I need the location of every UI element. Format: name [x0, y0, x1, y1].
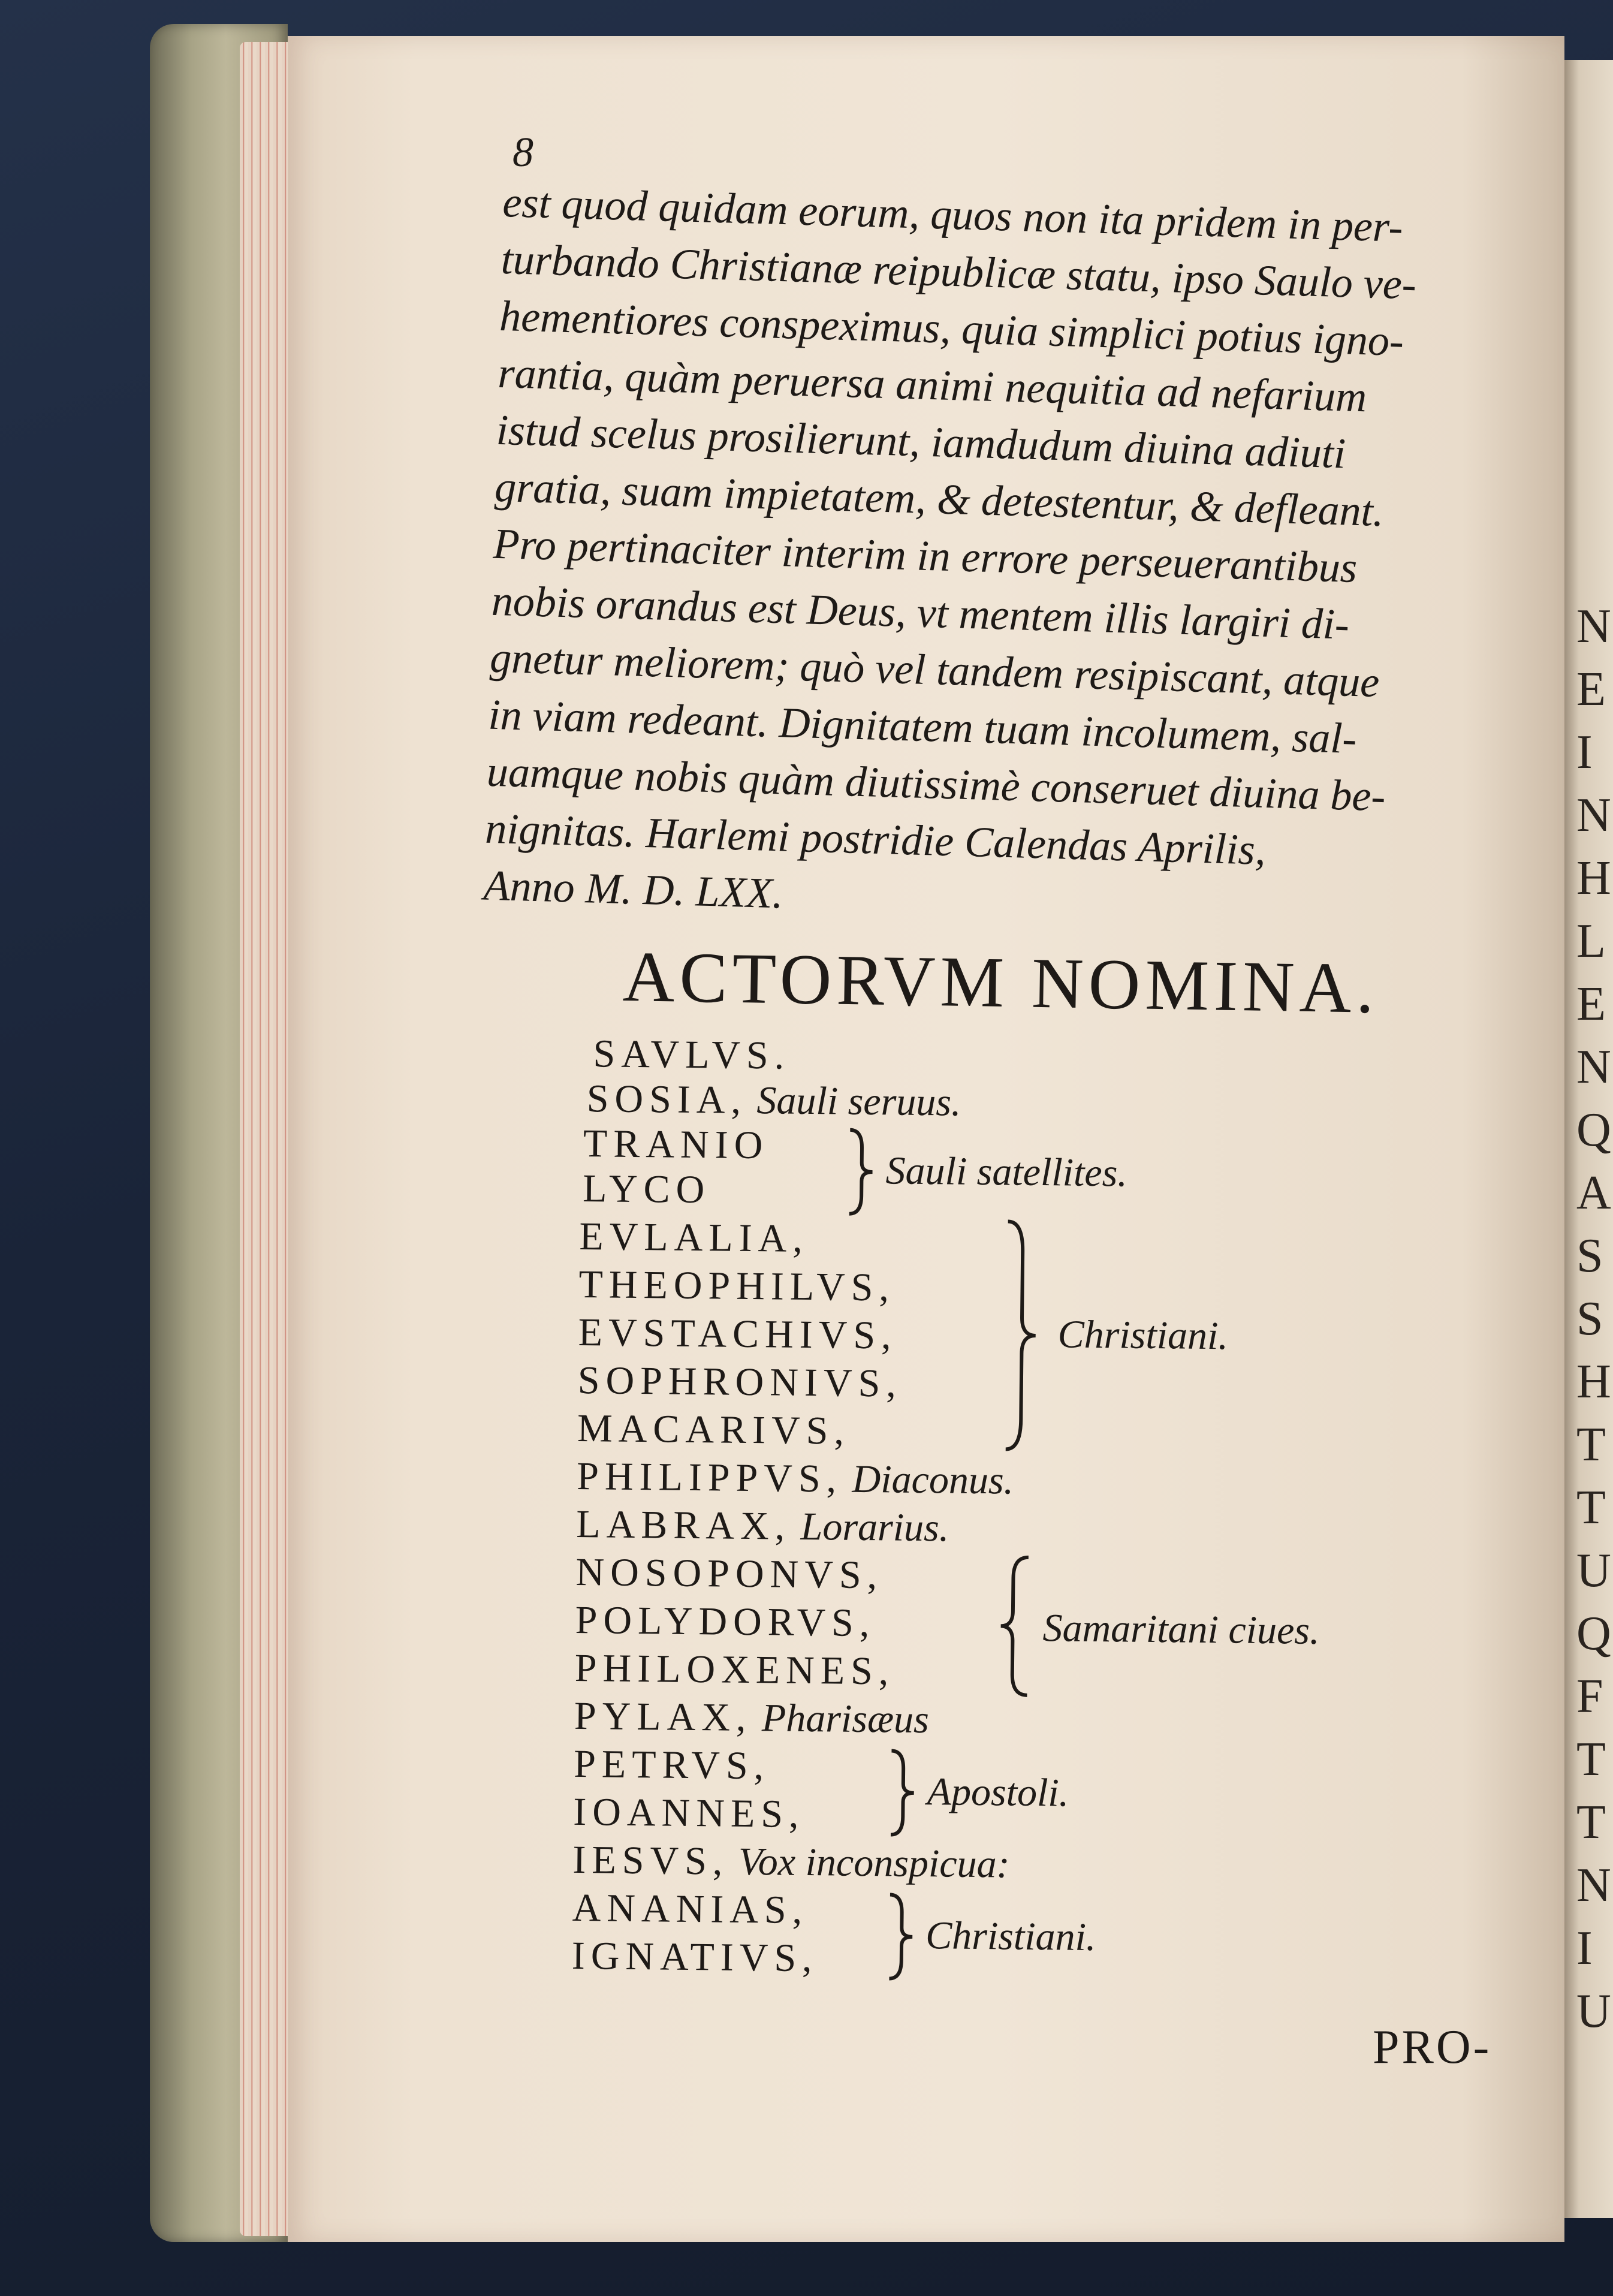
facing-page-glyph: U	[1576, 1544, 1611, 1597]
facing-page-glyph: H	[1576, 1355, 1611, 1408]
actor-name: PYLAX,	[574, 1694, 752, 1740]
cast-entry	[574, 1741, 770, 1789]
actor-name: NOSOPONVS,	[575, 1550, 884, 1598]
actor-role: Sauli seruus.	[756, 1078, 961, 1125]
facing-page-glyph: Q	[1576, 1104, 1611, 1156]
facing-page-glyph: U	[1576, 1985, 1611, 2038]
brace-icon	[885, 1744, 922, 1841]
cast-entry	[586, 1076, 961, 1126]
actor-name: PETRVS,	[573, 1741, 770, 1788]
facing-page-glyph: T	[1576, 1796, 1606, 1849]
cast-heading: ACTORVM NOMINA.	[622, 936, 1380, 1028]
facing-page-glyph: N	[1576, 1041, 1611, 1093]
group-label: Samaritani ciues.	[1042, 1606, 1320, 1653]
actor-name: SOPHRONIVS,	[577, 1358, 903, 1406]
facing-page-glyph: E	[1576, 663, 1606, 716]
text-line: istud scelus prosilierunt, iamdudum diuina adiuti	[495, 405, 1347, 478]
cast-entry	[572, 1837, 1010, 1888]
facing-page-glyph: N	[1576, 789, 1611, 842]
group-label: Apostoli.	[927, 1770, 1069, 1815]
actor-name: IGNATIVS,	[571, 1933, 819, 1981]
cast-entry	[578, 1310, 897, 1359]
actor-name: EVLALIA,	[579, 1214, 809, 1261]
facing-page-glyph: S	[1576, 1292, 1603, 1345]
cast-entry	[573, 1789, 805, 1837]
text-line: nignitas. Harlemi postridie Calendas Aprilis,	[484, 804, 1267, 874]
actor-role: Diaconus.	[852, 1457, 1014, 1503]
group-label: Christiani.	[1057, 1312, 1229, 1358]
cast-entry	[577, 1454, 1014, 1504]
cast-entry	[583, 1166, 711, 1213]
text-line: est quod quidam eorum, quos non ita pridem in per-	[502, 177, 1404, 251]
facing-page-glyph: T	[1576, 1418, 1606, 1471]
actor-name: PHILIPPVS,	[576, 1454, 843, 1501]
facing-page-glyph: L	[1576, 915, 1606, 968]
actor-name: EVSTACHIVS,	[578, 1310, 898, 1358]
cast-entry	[576, 1502, 949, 1551]
brace-icon	[994, 1551, 1038, 1701]
group-label: Sauli satellites.	[885, 1149, 1128, 1195]
actor-name: LABRAX,	[576, 1502, 791, 1548]
cast-entry	[578, 1262, 895, 1311]
brace-icon	[1000, 1215, 1044, 1456]
facing-page-glyph: A	[1576, 1167, 1611, 1219]
cast-entry	[574, 1646, 894, 1695]
facing-page-glyph: S	[1576, 1230, 1603, 1282]
actor-name: TRANIO	[583, 1122, 769, 1168]
cast-entry	[579, 1214, 809, 1262]
actor-name: POLYDORVS,	[575, 1598, 876, 1646]
brace-icon	[843, 1124, 881, 1221]
text-line: hementiores conspeximus, quia simplici potius igno-	[499, 291, 1405, 366]
text-line: uamque nobis quàm diutissimè conseruet diuina be-	[486, 747, 1386, 821]
actor-name: SAVLVS.	[593, 1032, 791, 1078]
facing-page-glyph: N	[1576, 600, 1611, 653]
facing-page-glyph: T	[1576, 1481, 1606, 1534]
page-number: 8	[512, 129, 533, 176]
actor-role: Pharisæus	[761, 1696, 930, 1742]
catchword: PRO-	[1373, 2021, 1492, 2074]
text-line: in viam redeant. Dignitatem tuam incolumem, sal-	[487, 690, 1358, 763]
cast-entry	[593, 1031, 790, 1078]
facing-page-glyph: F	[1576, 1670, 1603, 1723]
actor-name: THEOPHILVS,	[578, 1262, 896, 1310]
actor-name: MACARIVS,	[577, 1406, 851, 1453]
cast-entry	[577, 1406, 851, 1454]
facing-page-glyph: Q	[1576, 1607, 1611, 1660]
facing-page-glyph: N	[1576, 1859, 1611, 1912]
facing-page-glyph: H	[1576, 852, 1611, 905]
actor-name: PHILOXENES,	[574, 1646, 895, 1694]
cast-entry	[571, 1933, 818, 1981]
facing-page-glyph: I	[1576, 1922, 1593, 1975]
facing-page-glyph: T	[1576, 1733, 1606, 1786]
actor-role: Vox inconspicua:	[738, 1839, 1010, 1887]
facing-page-glyph: I	[1576, 726, 1593, 779]
cast-entry	[575, 1598, 875, 1646]
cast-entry	[575, 1550, 883, 1598]
actor-name: IOANNES,	[572, 1789, 805, 1836]
group-label: Christiani.	[925, 1914, 1096, 1960]
actor-role: Lorarius.	[800, 1504, 949, 1550]
text-line: gratia, suam impietatem, & detestentur, & defleant.	[494, 462, 1385, 536]
cast-entry	[577, 1358, 902, 1407]
actor-name: LYCO	[582, 1167, 711, 1212]
text-line: turbando Christianæ reipublicæ statu, ipso Saulo ve-	[500, 234, 1417, 309]
text-line: Pro pertinaciter interim in errore perseuerantibus	[492, 519, 1358, 592]
facing-page-glyph: E	[1576, 978, 1606, 1031]
text-line: Anno M. D. LXX.	[483, 861, 784, 918]
text-line: nobis orandus est Deus, vt mentem illis largiri di-	[491, 576, 1350, 649]
dedication-text	[483, 174, 1522, 942]
actor-name: ANANIAS,	[572, 1885, 809, 1933]
text-line: rantia, quàm peruersa animi nequitia ad nefarium	[497, 348, 1368, 421]
actor-name: IESVS,	[572, 1837, 729, 1884]
text-line: gnetur meliorem; quò vel tandem resipiscant, atque	[489, 633, 1380, 707]
cast-entry	[574, 1694, 930, 1743]
actor-name: SOSIA,	[586, 1077, 747, 1122]
cast-entry	[583, 1121, 769, 1168]
brace-icon	[883, 1888, 920, 1985]
cast-entry	[572, 1885, 808, 1933]
